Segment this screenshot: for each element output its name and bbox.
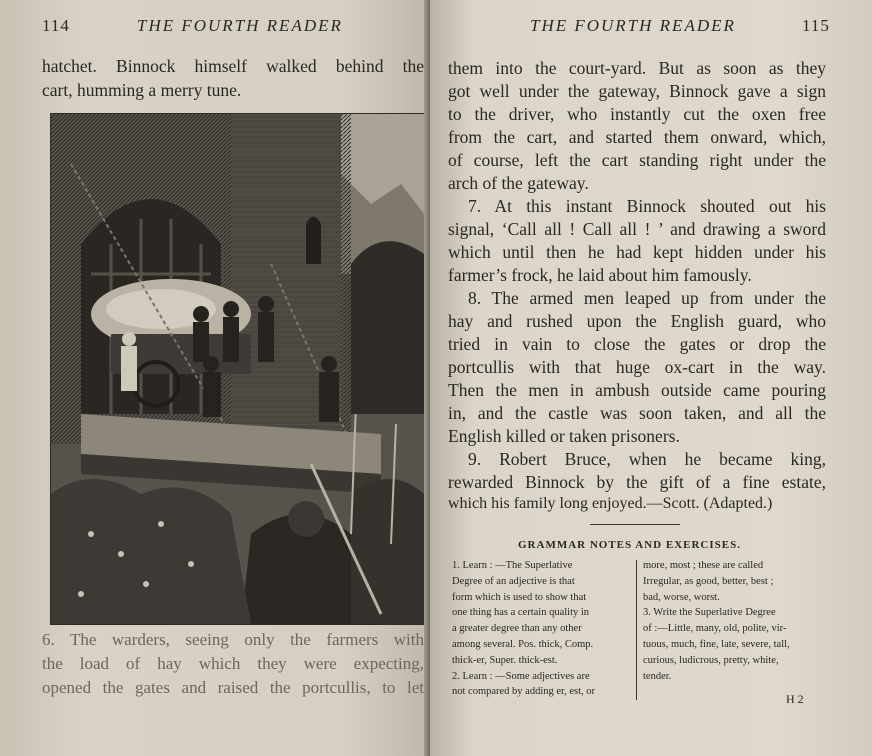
grammar-line: bad, worse, worst. [643, 591, 720, 603]
right-text-line: 9. Robert Bruce, when he became king, [468, 449, 826, 469]
grammar-line: one thing has a certain quality in [452, 607, 590, 619]
right-text-line: hay and rushed upon the English guard, who [448, 311, 826, 331]
left-text-line: 6. The warders, seeing only the farmers with [42, 630, 424, 649]
castle-gate-engraving-icon [50, 113, 425, 625]
right-text-line: them into the court-yard. But as soon as they [448, 58, 826, 78]
grammar-line: 3. Write the Superlative Degree [643, 607, 776, 619]
right-text-line: Then the men in ambush outside came pouring [448, 380, 826, 400]
grammar-line: of :—Little, many, old, polite, vir- [643, 623, 787, 635]
grammar-line: tuous, much, fine, late, severe, tall, [643, 638, 790, 650]
right-text-line: arch of the gateway. [448, 173, 589, 193]
right-page-number: 115 [802, 16, 830, 35]
grammar-column-right [643, 558, 828, 684]
right-text-line: farmer’s frock, he laid about him famously. [448, 265, 752, 285]
grammar-line: more, most ; these are called [643, 560, 764, 571]
right-text-line: portcullis with that huge ox-cart in the way. [448, 357, 826, 377]
right-text-line: 7. At this instant Binnock shouted out his [468, 196, 826, 216]
right-text-line: English killed or taken prisoners. [448, 426, 680, 446]
right-text-line: of course, left the cart standing right under the [448, 150, 826, 170]
grammar-line: a greater degree than any other [452, 623, 582, 635]
grammar-line: 1. Learn : —The Superlative [452, 560, 573, 571]
grammar-column-left [452, 558, 630, 700]
grammar-line: Irregular, as good, better, best ; [643, 575, 774, 587]
left-running-head: THE FOURTH READER [137, 16, 343, 35]
right-text-line: to the driver, who instantly cut the oxen free [448, 104, 826, 124]
left-text-line: cart, humming a merry tune. [42, 80, 242, 100]
right-text-line: in, and the castle was soon taken, and all the [448, 403, 826, 423]
right-page-header [530, 16, 860, 36]
right-page [430, 0, 872, 756]
left-text-line: hatchet. Binnock himself walked behind the [42, 56, 424, 76]
left-text-line: the load of hay which they were expecting, [42, 654, 424, 673]
left-page [0, 0, 428, 756]
right-text-line: got well under the gateway, Binnock gave a sign [448, 81, 826, 101]
grammar-line: among several. Pos. thick, Comp. [452, 638, 594, 650]
grammar-line: 2. Learn : —Some adjectives are [452, 670, 590, 682]
grammar-line: curious, ludicrous, pretty, white, [643, 654, 779, 666]
section-divider [590, 524, 680, 525]
left-page-header [42, 16, 402, 36]
right-text-line: rewarded Binnock by the gift of a fine estate, [448, 472, 826, 492]
right-text-line: tried in vain to close the gates or drop the [448, 334, 826, 354]
printer-signature: H 2 [786, 692, 804, 706]
right-text-line: from the cart, and started them onward, which, [448, 127, 826, 147]
grammar-line: not compared by adding er, est, or [452, 686, 596, 698]
column-divider [636, 560, 637, 700]
right-text-line: signal, ‘Call all ! Call all ! ’ and drawing a sword [448, 219, 826, 239]
right-running-head: THE FOURTH READER [530, 16, 736, 35]
grammar-section-title: GRAMMAR NOTES AND EXERCISES. [518, 539, 741, 551]
left-page-number: 114 [42, 16, 70, 35]
left-text-line: opened the gates and raised the portcullis, to let [42, 678, 424, 697]
right-text-line: 8. The armed men leaped up from under the [468, 288, 826, 308]
grammar-line: form which is used to show that [452, 591, 587, 603]
right-text-line: which his family long enjoyed.—Scott. (Adapted.) [448, 495, 773, 512]
right-text-line: which until then he had kept hidden under his [448, 242, 826, 262]
grammar-line: tender. [643, 670, 672, 682]
grammar-line: thick-er, Super. thick-est. [452, 654, 558, 666]
grammar-line: Degree of an adjective is that [452, 575, 575, 587]
